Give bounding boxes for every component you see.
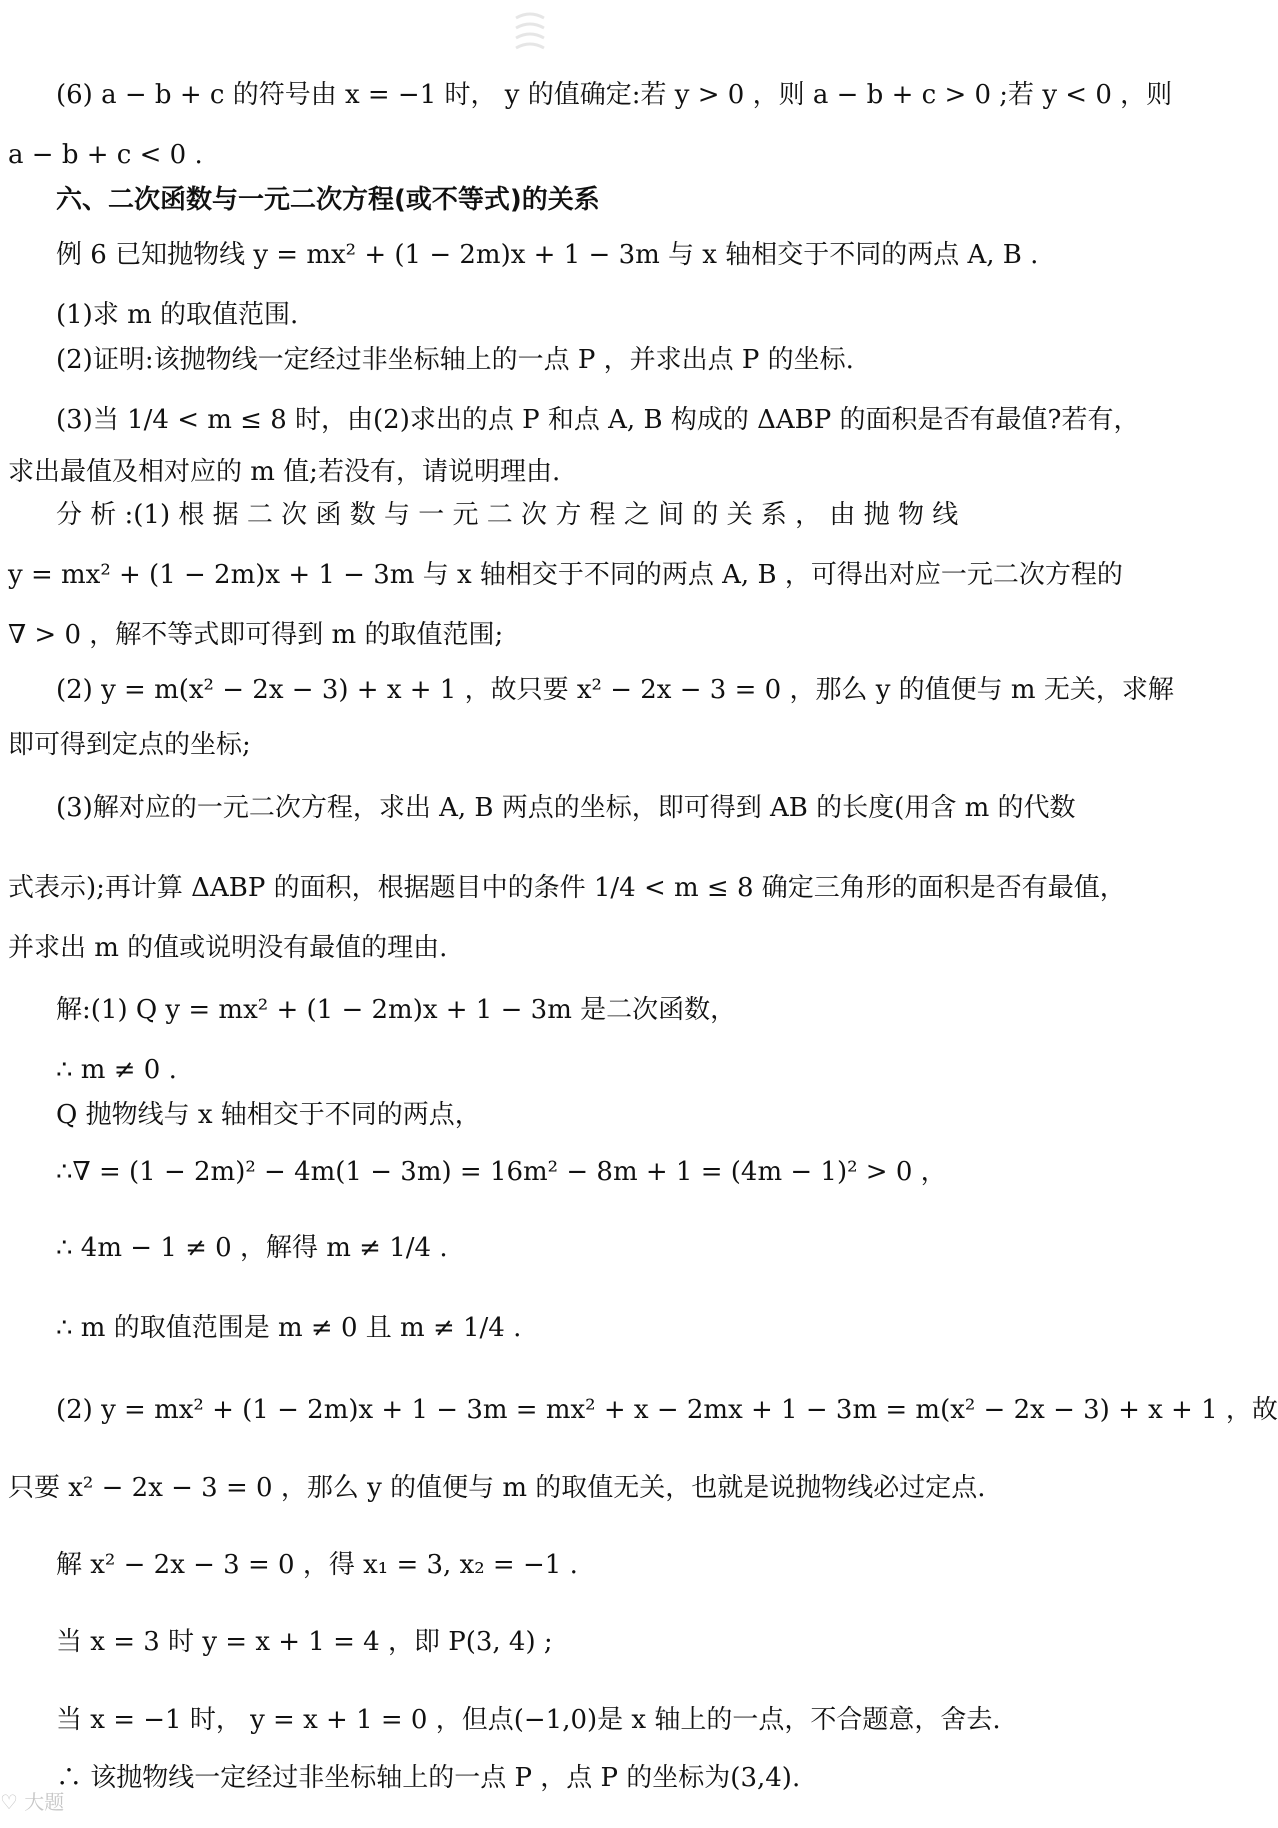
watermark-logo-icon: [512, 6, 548, 56]
text-line: 解 x² − 2x − 3 = 0 ，得 x₁ = 3, x₂ = −1 .: [56, 1550, 578, 1580]
text-line: (1)求 m 的取值范围.: [56, 300, 299, 330]
text-line: ∴ 该抛物线一定经过非坐标轴上的一点 P ，点 P 的坐标为(3,4).: [56, 1763, 801, 1793]
text-line: (2) y = mx² + (1 − 2m)x + 1 − 3m = mx² + x − 2mx + 1 − 3m = m(x² − 2x − 3) + x + 1 ，故: [56, 1395, 1278, 1425]
watermark-icon: ♡: [0, 1790, 18, 1814]
text-line: 求出最值及相对应的 m 值;若没有，请说明理由.: [8, 457, 561, 487]
section-heading: 六、二次函数与一元二次方程(或不等式)的关系: [56, 185, 600, 215]
text-line: (3)解对应的一元二次方程，求出 A, B 两点的坐标，即可得到 AB 的长度(用含 m 的代数: [56, 793, 1076, 823]
text-line: (3)当 1/4 < m ≤ 8 时，由(2)求出的点 P 和点 A, B 构成的 ΔABP 的面积是否有最值?若有，: [56, 405, 1140, 435]
text-line: 式表示);再计算 ΔABP 的面积，根据题目中的条件 1/4 < m ≤ 8 确定三角形的面积是否有最值，: [8, 873, 1126, 903]
text-line: (2)证明:该抛物线一定经过非坐标轴上的一点 P ，并求出点 P 的坐标.: [56, 345, 854, 375]
text-line: ∇ > 0 ，解不等式即可得到 m 的取值范围;: [8, 620, 504, 650]
text-line: Q 抛物线与 x 轴相交于不同的两点，: [56, 1100, 481, 1130]
text-line: 分 析 :(1) 根 据 二 次 函 数 与 一 元 二 次 方 程 之 间 的 关 系 ， 由 抛 物 线: [56, 500, 959, 530]
text-line: 当 x = −1 时， y = x + 1 = 0 ，但点(−1,0)是 x 轴上的一点，不合题意，舍去.: [56, 1705, 1001, 1735]
text-line: 解:(1) Q y = mx² + (1 − 2m)x + 1 − 3m 是二次函数，: [56, 995, 737, 1025]
text-line: (2) y = m(x² − 2x − 3) + x + 1 ，故只要 x² − 2x − 3 = 0 ，那么 y 的值便与 m 无关，求解: [56, 675, 1174, 705]
text-line: 当 x = 3 时 y = x + 1 = 4 ，即 P(3, 4) ;: [56, 1627, 553, 1657]
text-line: 例 6 已知抛物线 y = mx² + (1 − 2m)x + 1 − 3m 与 x 轴相交于不同的两点 A, B .: [56, 240, 1039, 270]
watermark-text: [0, 1786, 64, 1815]
text-line: 即可得到定点的坐标;: [8, 730, 251, 760]
text-line: ∴ m ≠ 0 .: [56, 1055, 177, 1085]
text-line: y = mx² + (1 − 2m)x + 1 − 3m 与 x 轴相交于不同的两点 A, B ，可得出对应一元二次方程的: [8, 560, 1123, 590]
watermark-label: 大题: [24, 1790, 65, 1814]
watermark-logo: [512, 6, 548, 56]
text-line: ∴∇ = (1 − 2m)² − 4m(1 − 3m) = 16m² − 8m + 1 = (4m − 1)² > 0 ，: [56, 1157, 947, 1187]
text-line: 并求出 m 的值或说明没有最值的理由.: [8, 933, 448, 963]
text-line: ∴ m 的取值范围是 m ≠ 0 且 m ≠ 1/4 .: [56, 1313, 522, 1343]
text-line: (6) a − b + c 的符号由 x = −1 时， y 的值确定:若 y > 0 ，则 a − b + c > 0 ;若 y < 0 ，则: [56, 80, 1173, 110]
text-line: ∴ 4m − 1 ≠ 0 ，解得 m ≠ 1/4 .: [56, 1233, 448, 1263]
text-line: a − b + c < 0 .: [8, 140, 203, 170]
text-line: 只要 x² − 2x − 3 = 0 ，那么 y 的值便与 m 的取值无关，也就是说抛物线必过定点.: [8, 1473, 986, 1503]
